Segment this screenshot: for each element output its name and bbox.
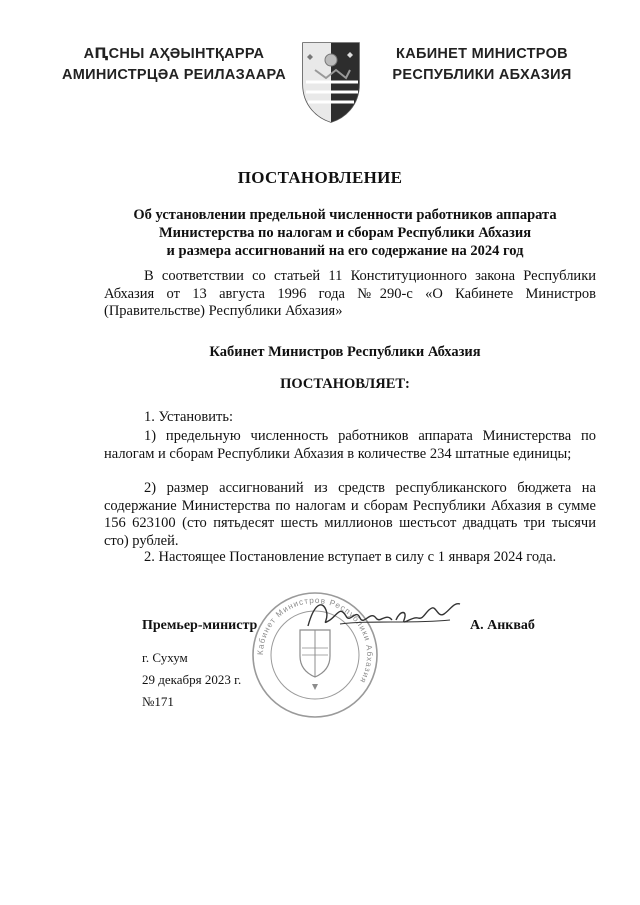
document-title: ПОСТАНОВЛЕНИЕ (237, 168, 403, 187)
header-left-line1: АԤСНЫ АҲӘЫНТҚАРРА (83, 46, 265, 62)
item-2: 2. Настоящее Постановление вступает в силу с 1 января 2024 года. (144, 549, 557, 565)
coat-of-arms-icon (300, 40, 362, 124)
handwritten-signature-icon (300, 596, 470, 636)
signatory-position: Премьер-министр (142, 618, 258, 633)
seal-text: Кабинет Министров Республики Абхазия (255, 595, 375, 686)
item-1-1: 1) предельную численность работников аппарата Министерства по налогам и сборам Республики Абхазия в количестве 234 штатные единицы; (104, 428, 596, 462)
header-left (18, 44, 330, 86)
subject-line3: и размера ассигнований на его содержание на 2024 год (166, 243, 524, 259)
subject-line1: Об установлении предельной численности работников аппарата (133, 207, 557, 223)
document-date: 29 декабря 2023 г. (142, 672, 242, 687)
item-1-2: 2) размер ассигнований из средств республиканского бюджета на содержание Министерства по налогам и сборам Республики Абхазия в сумме 156 623100 (сто пятьдесят шесть миллионов шестьсот двадцать три тысячи сто) рублей. (104, 480, 596, 549)
authority-line: Кабинет Министров Республики Абхазия (209, 344, 481, 360)
header-right-line1: КАБИНЕТ МИНИСТРОВ (396, 46, 568, 62)
resolves-heading: ПОСТАНОВЛЯЕТ: (280, 376, 410, 392)
signatory-name: А. Анкваб (470, 618, 535, 633)
document-number: №171 (142, 694, 174, 709)
header-right (372, 44, 592, 86)
header-right-line2: РЕСПУБЛИКИ АБХАЗИЯ (392, 67, 572, 83)
item-1: 1. Установить: (144, 409, 234, 425)
preamble-paragraph: В соответствии со статьей 11 Конституционного закона Республики Абхазия от 13 августа 1996 года №290-с «О Кабинете Министров (Правительстве) Республики Абхазия» (104, 268, 596, 319)
document-place: г. Сухум (142, 650, 188, 665)
header-left-line2: АМИНИСТРЦӘА РЕИЛАЗААРА (61, 67, 287, 83)
subject-line2: Министерства по налогам и сборам Республики Абхазия (158, 225, 532, 241)
document-subject (100, 206, 590, 260)
